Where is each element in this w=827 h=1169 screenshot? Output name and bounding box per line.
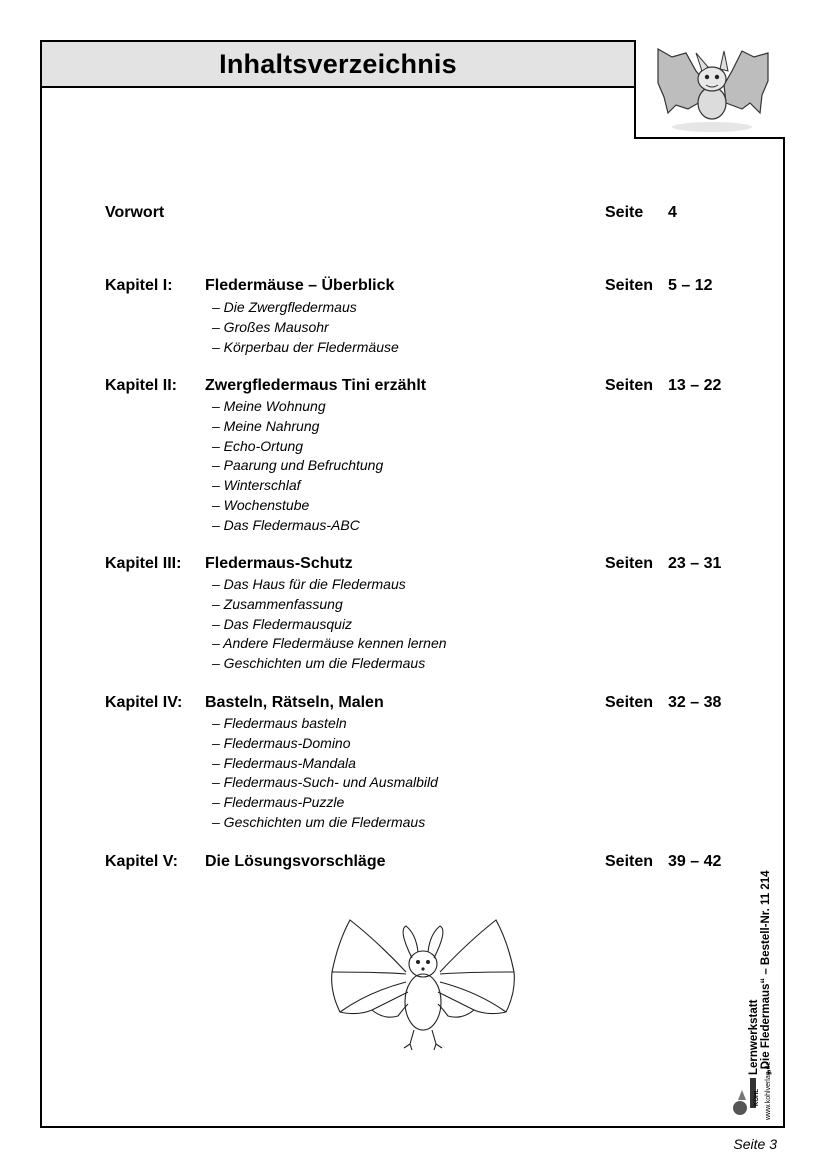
toc-pages-word: Seiten bbox=[605, 555, 654, 572]
toc-subitem: – Andere Fledermäuse kennen lernen bbox=[212, 635, 447, 652]
chapter-label: Kapitel IV: bbox=[105, 694, 183, 711]
page-title: Inhaltsverzeichnis bbox=[219, 48, 457, 79]
toc-subitem: – Das Fledermaus-ABC bbox=[212, 516, 360, 533]
chapter-4-items bbox=[212, 714, 438, 833]
toc-subitem: – Fledermaus basteln bbox=[212, 715, 347, 731]
order-number: „Die Fledermaus“ – Bestell-Nr. 11 214 bbox=[760, 870, 772, 1075]
toc-subitem: – Fledermaus-Domino bbox=[212, 734, 351, 751]
toc-subitem: – Fledermaus-Puzzle bbox=[212, 794, 345, 811]
toc-subitem: – Meine Wohnung bbox=[212, 398, 326, 414]
chapter-title: Fledermäuse – Überblick bbox=[205, 277, 395, 294]
toc-pages: 4 bbox=[668, 204, 677, 221]
toc-label: Vorwort bbox=[105, 204, 165, 221]
toc-subitem: – Paarung und Befruchtung bbox=[212, 457, 384, 474]
toc-row-chapter-1 bbox=[0, 277, 827, 299]
chapter-2-items bbox=[212, 397, 383, 536]
corner-illustration-box bbox=[634, 40, 785, 139]
toc-pages: 32 – 38 bbox=[668, 694, 722, 711]
bat-line-drawing-icon bbox=[328, 912, 518, 1052]
publisher-name: KOHL bbox=[754, 1089, 760, 1106]
toc-row-vorwort bbox=[0, 204, 827, 226]
toc-subitem: – Großes Mausohr bbox=[212, 318, 329, 335]
chapter-title: Die Lösungsvorschläge bbox=[205, 853, 386, 870]
toc-subitem: – Meine Nahrung bbox=[212, 417, 320, 434]
publisher-website: www.kohlverlag.de bbox=[765, 1061, 772, 1120]
toc-pages-word: Seiten bbox=[605, 277, 654, 294]
toc-pages: 5 – 12 bbox=[668, 277, 713, 294]
toc-subitem: – Das Haus für die Fledermaus bbox=[212, 576, 406, 592]
toc-subitem: – Wochenstube bbox=[212, 496, 310, 513]
toc-subitem: – Echo-Ortung bbox=[212, 437, 304, 454]
toc-pages-word: Seiten bbox=[605, 853, 654, 870]
series-label: Lernwerkstatt bbox=[748, 999, 760, 1075]
toc-subitem: – Zusammenfassung bbox=[212, 595, 343, 612]
toc-row-chapter-4 bbox=[0, 694, 827, 716]
title-bar bbox=[40, 40, 636, 88]
chapter-3-items bbox=[212, 575, 447, 674]
chapter-label: Kapitel III: bbox=[105, 555, 182, 572]
chapter-1-items bbox=[212, 298, 399, 357]
chapter-label: Kapitel V: bbox=[105, 853, 178, 870]
toc-pages: 39 – 42 bbox=[668, 853, 722, 870]
toc-row-chapter-2 bbox=[0, 377, 827, 399]
toc-subitem: – Fledermaus-Mandala bbox=[212, 754, 356, 771]
toc-pages: 23 – 31 bbox=[668, 555, 722, 572]
chapter-title: Zwergfledermaus Tini erzählt bbox=[205, 377, 427, 394]
chapter-title: Basteln, Rätseln, Malen bbox=[205, 694, 384, 711]
toc-subitem: – Körperbau der Fledermäuse bbox=[212, 338, 399, 355]
chapter-title: Fledermaus-Schutz bbox=[205, 555, 353, 572]
toc-pages-word: Seiten bbox=[605, 377, 654, 394]
toc-subitem: – Geschichten um die Fledermaus bbox=[212, 813, 426, 830]
toc-pages: 13 – 22 bbox=[668, 377, 722, 394]
toc-pages-word: Seite bbox=[605, 204, 644, 221]
toc-subitem: – Fledermaus-Such- und Ausmalbild bbox=[212, 774, 438, 791]
toc-pages-word: Seiten bbox=[605, 694, 654, 711]
toc-subitem: – Geschichten um die Fledermaus bbox=[212, 655, 426, 672]
chapter-label: Kapitel I: bbox=[105, 277, 173, 294]
page-number: Seite 3 bbox=[733, 1136, 777, 1152]
toc-subitem: – Winterschlaf bbox=[212, 477, 301, 494]
toc-row-chapter-5 bbox=[0, 853, 827, 875]
chapter-label: Kapitel II: bbox=[105, 377, 178, 394]
toc-subitem: – Das Fledermausquiz bbox=[212, 615, 353, 632]
publication-info bbox=[748, 835, 788, 1075]
publisher-logo-icon bbox=[728, 1050, 784, 1120]
cartoon-bat-icon bbox=[650, 43, 774, 135]
toc-row-chapter-3 bbox=[0, 555, 827, 577]
toc-subitem: – Die Zwergfledermaus bbox=[212, 299, 357, 315]
